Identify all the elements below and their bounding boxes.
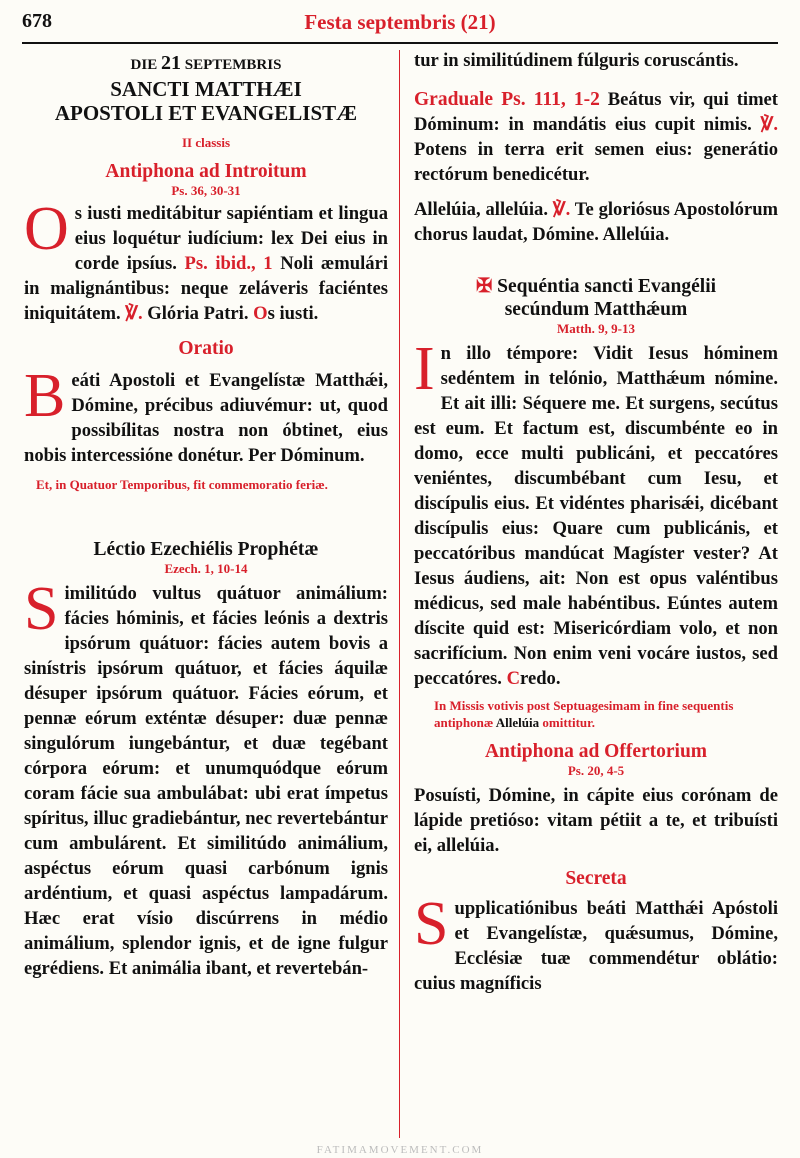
- left-column: [24, 48, 388, 981]
- gospel-reference: Matth. 9, 9-13: [557, 321, 635, 336]
- introit-reference: Ps. 36, 30-31: [171, 183, 241, 198]
- secreta-text: Supplicatiónibus beáti Matthǽi Apóstoli et Evangelístæ, quǽsumus, Dómine, Ecclésiæ tuæ commendétur oblátio: cuius magníficis: [414, 890, 778, 994]
- gospel-text: In illo témpore: Vidit Iesus hóminem sedéntem in telónio, Matthǽum nómine. Et ait illi: Séquere me. Et surgens, secútus est eum. Et factum est, discumbénte eo in domo, ecce multi publicáni, et peccatóres veniéntes, discumbébant cum Iesu, et discípulis eius. Et vidéntes pharisǽi, dicébant discípulis eius: Quare cum publicánis, et peccatóribus mandúcat Magíster vester? At Iesus áudiens, ait: Non est opus valéntibus médicus, sed male habéntibus. Eúntes autem díscite quid est: Misericórdiam volo, et non sacrifícium. Non enim veni vocáre iustos, sed peccatóres. Credo.: [414, 335, 778, 689]
- lectio-reference: Ezech. 1, 10-14: [164, 561, 248, 576]
- feast-title: SANCTI MATTHÆI APOSTOLI ET EVANGELISTÆ: [54, 77, 358, 125]
- lectio-text: Similitúdo vultus quátuor animálium: fácies hóminis, et fácies leónis a dextris ipsórum quátuor: fácies autem bovis a sinístris ipsórum quátuor, et fácies áquilæ désuper ipsórum quátuor. Fácies eórum, et pennæ eórum exténtæ désuper: duæ pennæ singulórum iungebántur, et duæ tegébant córpora eórum: et unumquódque eórum coram fácie sua ambulábat: ubi erat ímpetus spíritus, illuc gradiebántur, nec revertebántur cum ambulárent. Et similitúdo animálium, aspéctus eórum quasi carbónum ignis ardéntium, et quasi aspéctus lampadárum. Hæc erat vísio discúrrens in médio animálium, splendor ignis, et de igne fulgur egrédiens. Et animália ibant, et revertebán-: [24, 575, 388, 979]
- lectio-continuation: tur in similitúdinem fúlguris coruscántis.: [414, 50, 739, 71]
- introit-drop-initial: O: [24, 195, 69, 263]
- header-rule: [22, 42, 778, 44]
- right-column: [414, 48, 778, 996]
- watermark: FATIMAMOVEMENT.COM: [316, 1144, 484, 1156]
- oratio-title: Oratio: [178, 338, 234, 359]
- introit-text: Os iusti meditábitur sapiéntiam et lingua eius loquétur iudícium: lex Dei eius in corde ipsíus. Ps. ibid., 1 Noli æmulári in malignántibus: neque zeláveris faciéntes iniquitátem. ℣. Glória Patri. Os iusti.: [24, 195, 388, 324]
- class-label: II classis: [181, 135, 231, 150]
- cross-icon: ✠: [475, 276, 493, 297]
- oratio-drop-initial: B: [24, 362, 66, 430]
- offertory-text: Posuísti, Dómine, in cápite eius corónam de lápide pretióso: vitam pétiit a te, et tribuísti ei, allelúia.: [414, 785, 778, 856]
- secreta-title: Secreta: [565, 868, 627, 889]
- lectio-drop-initial: S: [24, 575, 59, 643]
- oratio-text: Beáti Apostoli et Evangelístæ Matthǽi, Dómine, précibus adiuvémur: ut, quod possibílitas nostra non óbtinet, eius nobis intercessióne donétur. Per Dóminum.: [24, 362, 388, 466]
- alleluia-text: Allelúia, allelúia. ℣. Te gloriósus Apostolórum chorus laudat, Dómine. Allelúia.: [414, 199, 779, 245]
- gospel-drop-initial: I: [414, 335, 435, 403]
- gradual-text: Graduale Ps. 111, 1-2 Beátus vir, qui timet Dóminum: in mandátis eius cupit nimis. ℣. Potens in terra erit semen eius: generátio rectórum benedicétur.: [414, 89, 779, 185]
- page-header: [22, 6, 778, 40]
- secreta-drop-initial: S: [414, 890, 449, 958]
- offertory-reference: Ps. 20, 4-5: [567, 763, 625, 778]
- feast-date: DIE 21 SEPTEMBRIS: [130, 52, 282, 74]
- column-divider: [399, 50, 400, 1138]
- running-title: Festa septembris (21): [304, 10, 496, 34]
- introit-title: Antiphona ad Introitum: [105, 161, 307, 182]
- lectio-title: Léctio Ezechiélis Prophétæ: [93, 539, 319, 560]
- offertory-title: Antiphona ad Offertorium: [484, 741, 708, 762]
- gospel-title: ✠ Sequéntia sancti Evangélii secúndum Matthǽum: [475, 276, 717, 320]
- votive-rubric: In Missis votivis post Septuagesimam in fine sequentis antiphonæ Allelúia omittitur.: [434, 698, 734, 730]
- oratio-rubric: Et, in Quatuor Temporibus, fit commemoratio feriæ.: [36, 477, 328, 492]
- page-number: 678: [22, 10, 52, 32]
